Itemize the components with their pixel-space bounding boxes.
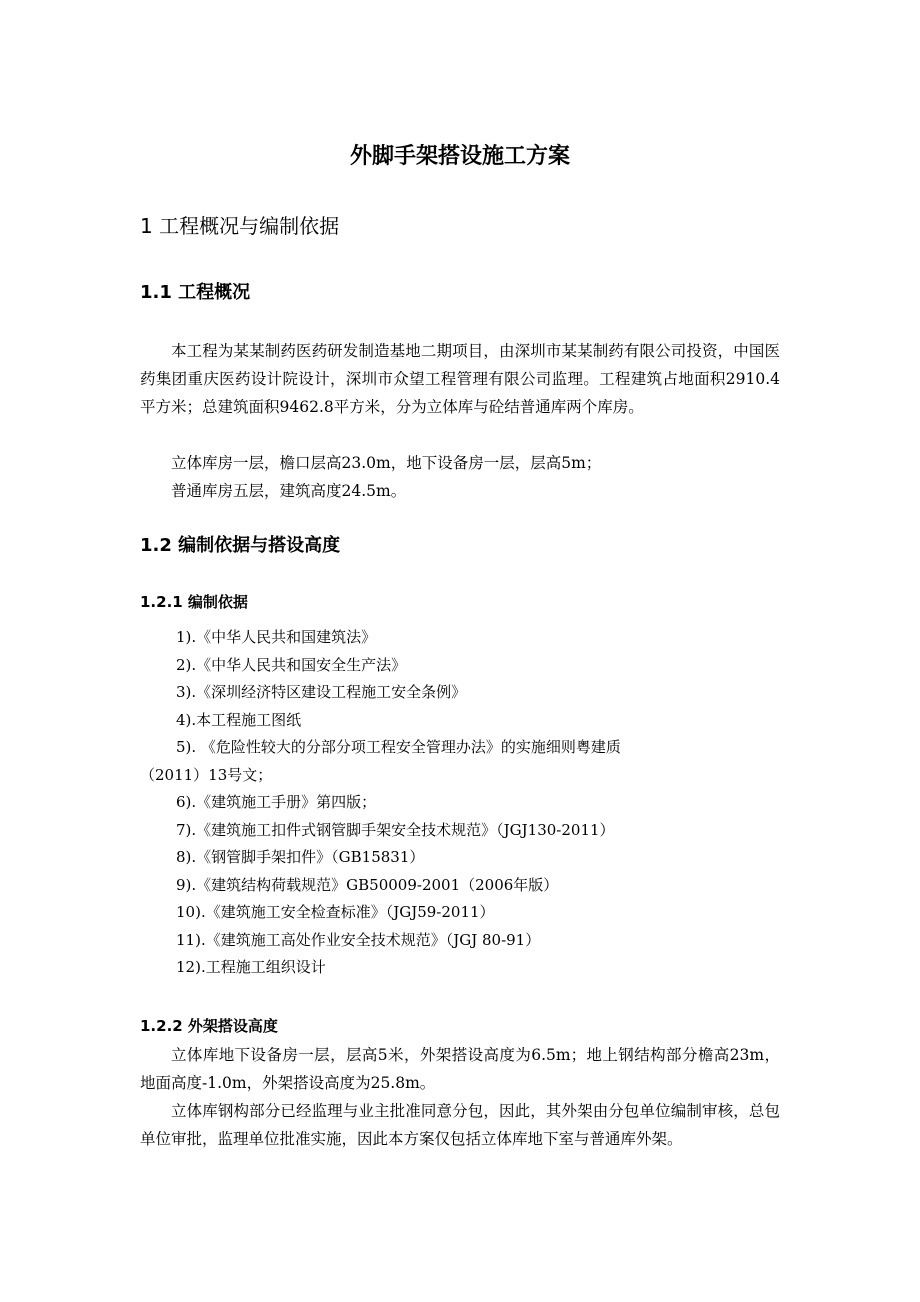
reference-item: 10).《建筑施工安全检查标准》（JGJ59-2011） xyxy=(176,903,495,921)
warehouse-2-description: 普通库房五层，建筑高度24.5m。 xyxy=(171,482,407,500)
scaffold-height-paragraph: 立体库地下设备房一层，层高5米，外架搭设高度为6.5m；地上钢结构部分檐高23m，地面高度-1.0m，外架搭设高度为25.8m。 xyxy=(140,1046,780,1092)
reference-item xyxy=(140,734,780,789)
project-overview-paragraph: 本工程为某某制药医药研发制造基地二期项目，由深圳市某某制药有限公司投资，中国医药集团重庆医药设计院设计，深圳市众望工程管理有限公司监理。工程建筑占地面积2910.4平方米；总建筑面积9462.8平方米，分为立体库与砼结普通库两个库房。 xyxy=(140,342,780,416)
reference-item: 1).《中华人民共和国建筑法》 xyxy=(176,628,377,646)
reference-item-continuation: （2011）13号文； xyxy=(140,765,273,784)
reference-item: 7).《建筑施工扣件式钢管脚手架安全技术规范》（JGJ130-2011） xyxy=(176,820,615,839)
reference-item: 6).《建筑施工手册》第四版； xyxy=(176,793,377,811)
reference-list xyxy=(140,624,780,982)
section-1-heading: 1 工程概况与编制依据 xyxy=(140,214,340,238)
section-1-1-heading: 1.1 工程概况 xyxy=(140,282,251,303)
warehouse-1-description: 立体库房一层，檐口层高23.0m，地下设备房一层，层高5m； xyxy=(171,454,602,472)
reference-item: 12).工程施工组织设计 xyxy=(176,958,326,976)
section-1-2-heading: 1.2 编制依据与搭设高度 xyxy=(140,535,341,556)
reference-item: 4).本工程施工图纸 xyxy=(176,710,302,729)
reference-item: 9).《建筑结构荷载规范》GB50009-2001（2006年版） xyxy=(176,875,559,894)
section-1-2-2-heading: 1.2.2 外架搭设高度 xyxy=(140,1017,278,1035)
reference-item-text: 5). 《危险性较大的分部分项工程安全管理办法》的实施细则粤建质 xyxy=(176,738,621,756)
reference-item: 11).《建筑施工高处作业安全技术规范》（JGJ 80-91） xyxy=(176,930,541,949)
reference-item: 8).《钢管脚手架扣件》（GB15831） xyxy=(176,848,425,866)
reference-item: 2).《中华人民共和国安全生产法》 xyxy=(176,655,407,674)
reference-item: 3).《深圳经济特区建设工程施工安全条例》 xyxy=(176,683,467,701)
subcontract-paragraph: 立体库钢构部分已经监理与业主批准同意分包，因此，其外架由分包单位编制审核，总包单位审批，监理单位批准实施，因此本方案仅包括立体库地下室与普通库外架。 xyxy=(140,1102,780,1148)
section-1-2-1-heading: 1.2.1 编制依据 xyxy=(140,593,248,611)
document-title: 外脚手架搭设施工方案 xyxy=(349,144,570,169)
